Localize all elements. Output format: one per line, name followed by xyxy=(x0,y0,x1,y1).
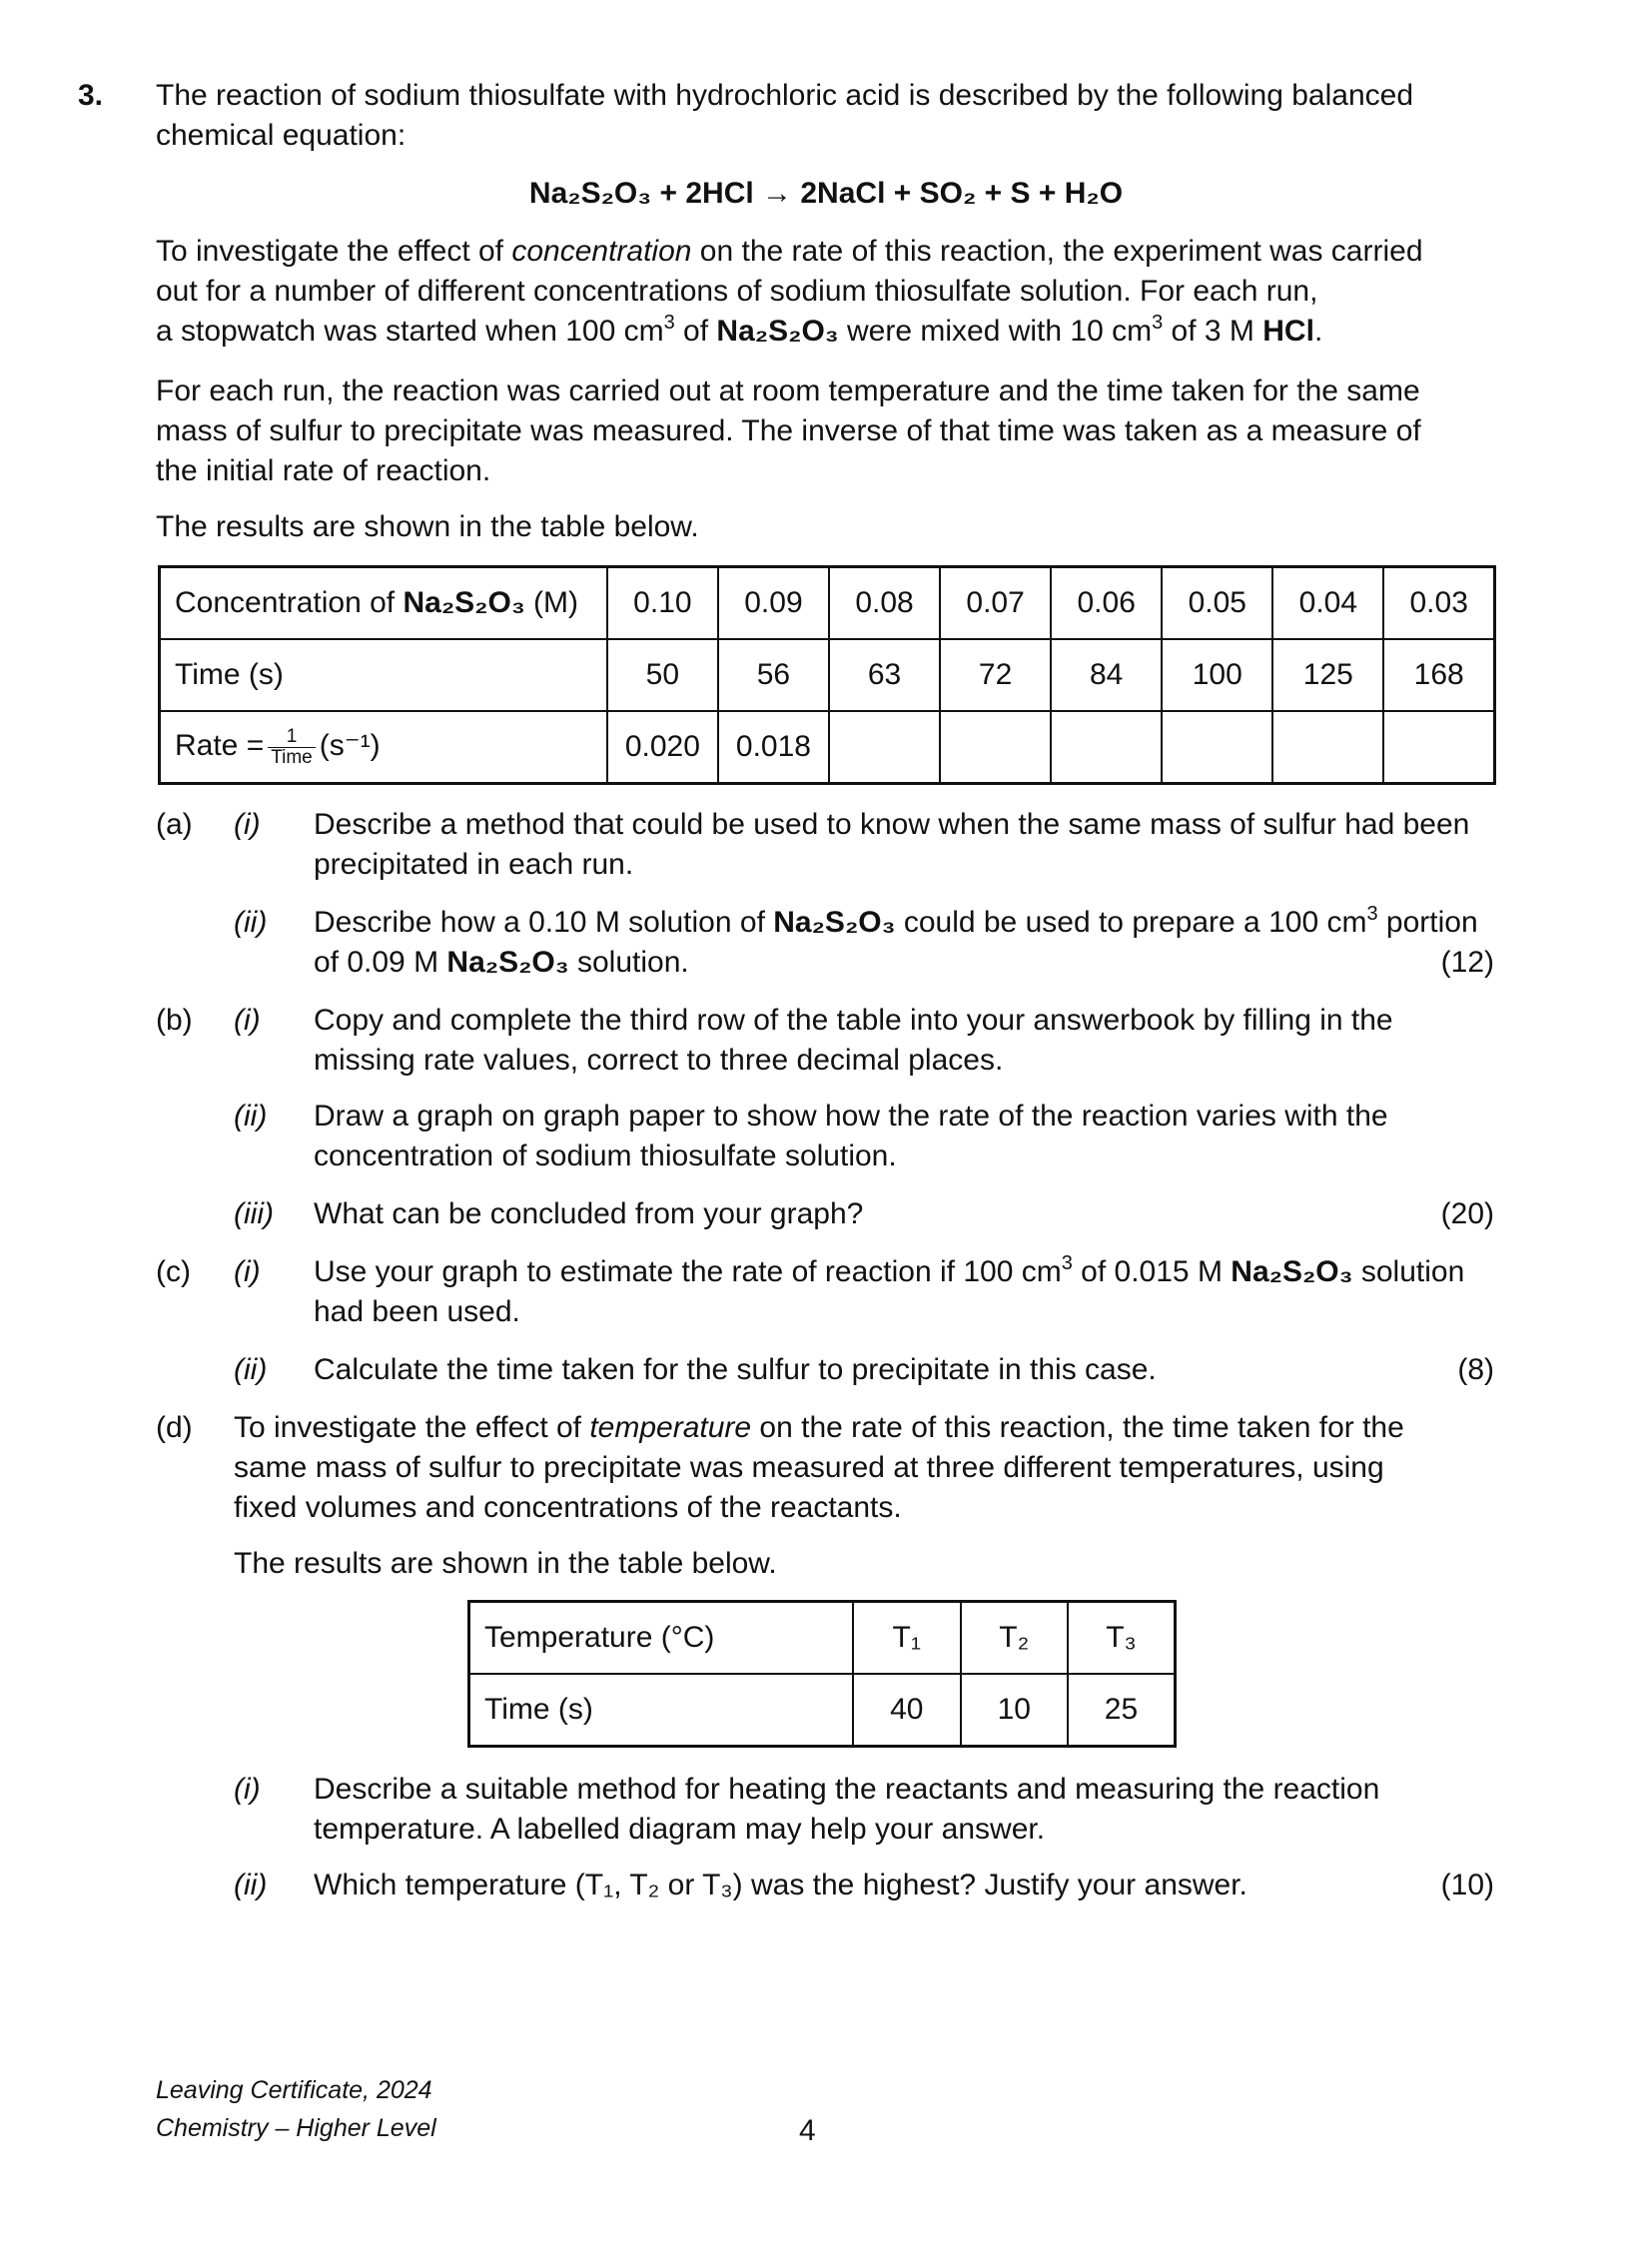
part-b-iii-line-1: What can be concluded from your graph? xyxy=(314,1197,864,1230)
eq-plus: + xyxy=(651,177,686,210)
part-c-i-line-1: Use your graph to estimate the rate of reaction if 100 $cm^3$ of 0.015 M Na₂S₂O₃ solution xyxy=(314,1252,1465,1288)
part-c-i-label: (i) xyxy=(234,1255,261,1288)
balanced-equation xyxy=(0,174,1652,214)
concentration-cell: 0.10 xyxy=(607,567,718,640)
part-a-i-line-2: precipitated in each run. xyxy=(314,848,634,881)
part-a-i-line-1: Describe a method that could be used to know when the same mass of sulfur had been xyxy=(314,808,1470,841)
part-c-i-line-2: had been used. xyxy=(314,1295,520,1328)
table-row-rate xyxy=(160,711,1495,784)
procedure-line-1: For each run, the reaction was carried out at room temperature and the time taken for the same xyxy=(156,375,1420,407)
concentration-results-table xyxy=(158,565,1496,785)
method-line-1: To investigate the effect of concentration on the rate of this reaction, the experiment was carried xyxy=(156,235,1423,268)
part-d-label: (d) xyxy=(156,1411,193,1444)
rate-cell xyxy=(1051,711,1162,784)
footer-subject: Chemistry – Higher Level xyxy=(156,2114,436,2142)
method-line-2: out for a number of different concentrations of sodium thiosulfate solution. For each run, xyxy=(156,275,1318,308)
part-b-label: (b) xyxy=(156,1004,193,1037)
part-a-i-label: (i) xyxy=(234,808,261,841)
part-d-line-2: same mass of sulfur to precipitate was measured at three different temperatures, using xyxy=(234,1451,1384,1484)
method-paragraph xyxy=(156,232,1494,352)
eq-plus: + xyxy=(976,177,1011,210)
rate-cell: 0.020 xyxy=(607,711,718,784)
temperature-results-table xyxy=(467,1600,1177,1748)
concentration-cell: 0.08 xyxy=(829,567,940,640)
part-b-ii-line-1: Draw a graph on graph paper to show how the rate of the reaction varies with the xyxy=(314,1100,1388,1132)
page-footer xyxy=(156,2071,436,2147)
question-number: 3. xyxy=(78,79,104,112)
part-b-iii-label: (iii) xyxy=(234,1197,274,1230)
concentration-cell: 0.06 xyxy=(1051,567,1162,640)
rate-cell xyxy=(1272,711,1383,784)
time-cell: 168 xyxy=(1383,639,1494,711)
eq-plus: + xyxy=(1030,177,1065,210)
row-header-concentration: Concentration of Na₂S₂O₃ (M) xyxy=(160,567,607,640)
part-d-marks: (10) xyxy=(1440,1869,1494,1901)
part-a-label: (a) xyxy=(156,808,193,841)
results-intro: The results are shown in the table below. xyxy=(156,510,699,543)
eq-reactant-1: Na₂S₂O₃ xyxy=(528,177,652,210)
time-cell: 50 xyxy=(607,639,718,711)
procedure-paragraph xyxy=(156,372,1494,491)
part-d-i-line-2: temperature. A labelled diagram may help your answer. xyxy=(314,1813,1046,1846)
part-a-marks: (12) xyxy=(1440,946,1494,979)
procedure-line-3: the initial rate of reaction. xyxy=(156,454,491,487)
row-header-time: Time (s) xyxy=(160,639,607,711)
rate-cell xyxy=(940,711,1051,784)
table-row-time xyxy=(469,1674,1176,1747)
page-number: 4 xyxy=(799,2114,816,2147)
part-d-ii-label: (ii) xyxy=(234,1869,268,1901)
table-row-concentration xyxy=(160,567,1495,640)
part-c-marks: (8) xyxy=(1457,1353,1494,1386)
method-line-3: a stopwatch was started when 100 $cm^3$ of Na₂S₂O₃ were mixed with 10 $cm^3$ of 3 M HCl. xyxy=(156,312,1323,348)
part-b-i-label: (i) xyxy=(234,1004,261,1037)
part-d-line-3: fixed volumes and concentrations of the reactants. xyxy=(234,1491,902,1524)
time-cell: 72 xyxy=(940,639,1051,711)
rate-cell xyxy=(829,711,940,784)
row-header-rate: Rate = $\frac{1}{\text{Time}}$ (s⁻¹) xyxy=(160,711,607,784)
eq-product-4: H₂O xyxy=(1064,177,1124,210)
intro-paragraph xyxy=(156,76,1494,156)
time-cell: 25 xyxy=(1068,1674,1176,1747)
time-cell: 63 xyxy=(829,639,940,711)
part-b-ii-line-2: concentration of sodium thiosulfate solution. xyxy=(314,1139,897,1172)
part-a-ii-line-1: Describe how a 0.10 M solution of Na₂S₂O₃ could be used to prepare a 100 $cm^3$ portion xyxy=(314,903,1478,939)
row-header-time: Time (s) xyxy=(469,1674,854,1747)
part-b-i-line-1: Copy and complete the third row of the table into your answerbook by filling in the xyxy=(314,1004,1393,1037)
part-c-label: (c) xyxy=(156,1255,191,1288)
table-row-temperature xyxy=(469,1602,1176,1675)
rate-cell xyxy=(1383,711,1494,784)
eq-reactant-2: 2HCl xyxy=(685,177,754,210)
intro-line-2: chemical equation: xyxy=(156,119,407,152)
part-d-i-line-1: Describe a suitable method for heating the reactants and measuring the reaction xyxy=(314,1773,1380,1806)
intro-line-1: The reaction of sodium thiosulfate with hydrochloric acid is described by the following balanced xyxy=(156,79,1414,112)
eq-plus: + xyxy=(885,177,920,210)
footer-exam: Leaving Certificate, 2024 xyxy=(156,2076,432,2104)
part-b-ii-label: (ii) xyxy=(234,1100,268,1132)
rate-cell xyxy=(1162,711,1272,784)
rate-fraction: $\frac{1}{\text{Time}}$ xyxy=(268,727,316,768)
part-d-i-label: (i) xyxy=(234,1773,261,1806)
temperature-cell: T₃ xyxy=(1068,1602,1176,1675)
time-cell: 84 xyxy=(1051,639,1162,711)
time-cell: 40 xyxy=(853,1674,960,1747)
eq-arrow: → xyxy=(753,177,801,210)
eq-product-1: 2NaCl xyxy=(800,177,886,210)
part-a-ii-line-2: of 0.09 M Na₂S₂O₃ solution. xyxy=(314,946,689,979)
part-a-ii-label: (ii) xyxy=(234,906,268,939)
time-cell: 125 xyxy=(1272,639,1383,711)
time-cell: 56 xyxy=(718,639,829,711)
concentration-cell: 0.09 xyxy=(718,567,829,640)
time-cell: 100 xyxy=(1162,639,1272,711)
part-b-i-line-2: missing rate values, correct to three decimal places. xyxy=(314,1044,1004,1077)
concentration-cell: 0.04 xyxy=(1272,567,1383,640)
row-header-temperature: Temperature (°C) xyxy=(469,1602,854,1675)
part-b-marks: (20) xyxy=(1440,1197,1494,1230)
rate-cell: 0.018 xyxy=(718,711,829,784)
concentration-cell: 0.05 xyxy=(1162,567,1272,640)
time-cell: 10 xyxy=(961,1674,1068,1747)
eq-product-2: SO₂ xyxy=(919,177,977,210)
part-c-ii-label: (ii) xyxy=(234,1353,268,1386)
part-d-line-1: To investigate the effect of temperature on the rate of this reaction, the time taken for the xyxy=(234,1411,1404,1444)
temperature-cell: T₁ xyxy=(853,1602,960,1675)
temperature-cell: T₂ xyxy=(961,1602,1068,1675)
eq-product-3: S xyxy=(1010,177,1031,210)
part-d-results-intro: The results are shown in the table below. xyxy=(234,1547,777,1580)
part-d-ii-line-1: Which temperature (T₁, T₂ or T₃) was the highest? Justify your answer. xyxy=(314,1869,1247,1901)
concentration-cell: 0.07 xyxy=(940,567,1051,640)
part-c-ii-line-1: Calculate the time taken for the sulfur to precipitate in this case. xyxy=(314,1353,1157,1386)
table-row-time xyxy=(160,639,1495,711)
concentration-cell: 0.03 xyxy=(1383,567,1494,640)
procedure-line-2: mass of sulfur to precipitate was measured. The inverse of that time was taken as a measure of xyxy=(156,414,1421,447)
